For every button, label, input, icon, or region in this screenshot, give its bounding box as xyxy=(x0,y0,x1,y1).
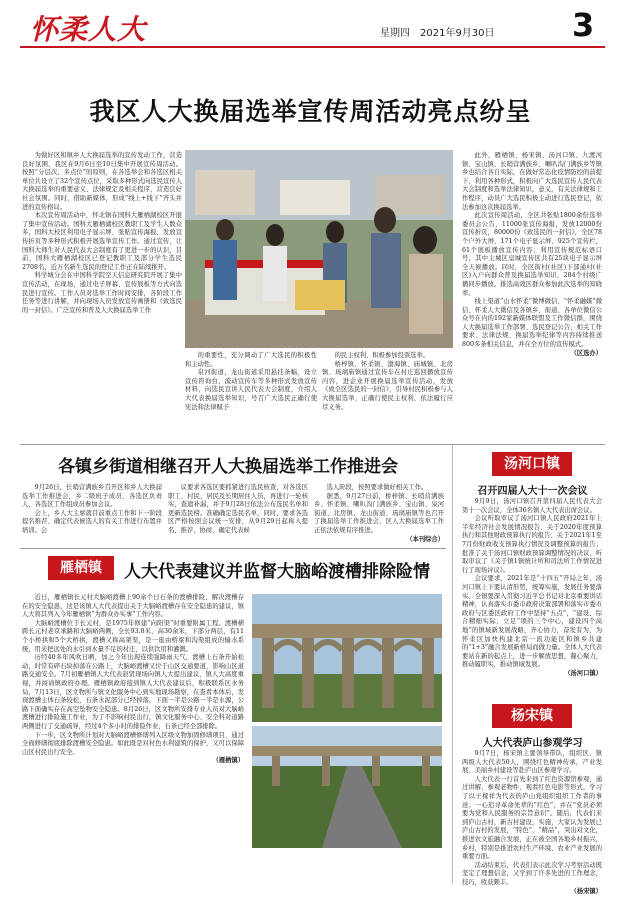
section-divider xyxy=(20,548,446,549)
section-divider xyxy=(20,444,605,445)
aqueduct-photo xyxy=(252,594,442,722)
paragraph: 历经40多年风吹日晒，加之今年出现连续强降雨天气，渡槽上石条开始松动，时常有碎石块掉落在公路上，大脑峪渡槽又位于山区交通要道，影响山区道路交通安全。7月初雁栖镇人大代表赵贤现场向镇人大提出建议，镇人大高度重视，并商请镇政府办理。雁栖镇政府接到镇人大代表建议后，积极联系区水务局，7月13日，区文物所与镇文化服务中心到实地现场勘察，在查看本体后，发现渡槽主体石条较松，石条水泥部分已经掉落，下面一半是公路一半是水源，公路下面确实存在高空坠物安全隐患。8月26日，区文物所安排专业人员对大脑峪渡槽进行排险施工作业，为了不影响村民出行，镇文化服务中心、安全科对道路两侧进行了交通疏导，经过4个多小时的排险作业，石条已经全部排除。 xyxy=(22,654,244,730)
paragraph: 选人阶段，按照要求做好相关工作。 xyxy=(326,484,428,491)
paragraph: 议要求各选区要抓紧进行选民核查，对各选区职工、村民、居民及长期居住人员，再进行一轮核实，查遗补漏，并于9月28日依法公布选民名单和更新选民榜。准确确定选民名单，同时，要求各选区严格按照会议统一安排，从9月29日起称入提名、推荐、协商、确定代表候 xyxy=(168,484,308,534)
paragraph: 的民主权利，积极参加投票选举。 xyxy=(334,352,430,359)
section2-col-1 xyxy=(22,484,162,544)
main-col-3 xyxy=(322,352,453,438)
masthead-title: 怀柔人大 xyxy=(30,13,147,46)
main-col-4 xyxy=(462,152,602,437)
paragraph: 下一步，区文物所计划对大脑峪渡槽修缮列入区级文物加固修缮项目，通过全面修缮彻底排除渡槽安全隐患。如此既是对村色水利建筑的保护，又可以保障山区村民出行安全。 xyxy=(22,731,244,756)
paragraph: 泉河街道，龙山街道采用悬挂条幅、设立宣传咨询台、流动宣传车等多种形式发放宣传材料，向选民宣讲人民代表大会制度，介绍人大代表换届选举知识，号召广大选民正确行使宪法和法律赋予 xyxy=(185,369,317,411)
paragraph: 此次宣传周活动，全区共张贴1800余份选举委员会公告，11000张宣传海报，发放12000份宣传折页，80000份《致选民的一封信》，全区78个户外大屏、171个电子显示屏、925个宣传栏，61个展板播放宣传内容；利用宣传规范标语口号，其中主城区皇城宣传区共有25块电子显示屏全天候播放。同时，全区街村(社区)下部通村(社区)入户向群众普及换届选举知识，284个村级广播同步播放。推选高效区群众参加此次选举的知晓率。 xyxy=(462,212,602,297)
paragraph: 此外，雁栖镇、杨宋镇、汤河口镇、九渡河镇、宝山镇、长哨营满族乡、喇叭沟门满族乡等镇乡也结合各自实际，在做好常态化疫情防控的前提下，利用各种形式，积极向广大选民宣传人民代表大会制度和选举法律知识，意义，有关法律规和工作程序，动员广大选民积极主动进行选民登记，依法参加这次换届选举。 xyxy=(462,152,602,211)
paragraph: 活动结束后，代表们表示此次学习考察活动既坚定了理想信念，又学到了许多先进的工作理念，技巧，收获颇丰。 xyxy=(462,861,602,886)
side2-tag: 杨宋镇 xyxy=(492,704,572,728)
paragraph: 大脑峪渡槽位于长元村，是1975年修建“向阳渠”时重要附属工程。渡槽横跨长元村老京承路和大脑峪两侧，全长93.8米，高30余米，下部分两层，有11个小桥拱和5个大桥拱，渡槽又称高架渠，是一座由桥梁和沟渠组成的输水系统，用来把远处的水引到水量不足的村庄，以供饮用和灌溉。 xyxy=(22,619,244,653)
section2-col-3 xyxy=(314,484,444,544)
paragraph: 会上，乡人大主席就目前重点工作和下一阶段提名推荐、确定代表候选人的有关工作进行布置并培训。会 xyxy=(22,509,162,534)
road-photo xyxy=(252,726,442,848)
paragraph: 近日，雁栖镇长元村大脑峪渡槽上90余个日石条的渡槽排险、解决渡槽存在的安全隐患，这是该镇人大代表提出关于大脑峪渡槽存在安全隐患的建议，镇人大将其列入今年雁栖镇“为群众办实事”工作内容。 xyxy=(22,594,244,619)
byline: （雁栖镇） xyxy=(212,757,244,765)
section2-headline: 各镇乡街道相继召开人大换届选举工作推进会 xyxy=(58,457,398,477)
side1-tag: 汤河口镇 xyxy=(492,452,572,476)
paragraph: 科学城分会在中国科学院空天信息研究院开展了集中宣传活动，在现场，通过电子屏幕、宣传展板等方式向选民进行宣传。工作人员对选举工作时间安排，各阶段工作任务等进行讲解，并向现场人员发放宣传画册和《致选民的一封信》。广泛宣传和普及人大换届选举工作 xyxy=(22,272,182,314)
paragraph: 的重要性，充分调动了广大选民的积极性和主动性。 xyxy=(185,352,317,368)
side2-title: 人大代表庐山参观学习 xyxy=(482,738,583,749)
main-headline: 我区人大换届选举宣传周活动亮点纷呈 xyxy=(89,97,532,126)
byline: （杨宋镇） xyxy=(570,887,602,895)
paragraph: 据悉，9月27日前，桥梓镇、长哨营满族乡、怀柔镇、喇叭沟门满族乡、宝山镇、泉河街道、北房镇、龙山街道、琉璃庙镇等也召开了换届选举工作推进会，区人大换届选举工作正依法依规有序推进。 xyxy=(314,492,444,534)
paragraph: 线上渠道“山水怀柔”微博微信、“怀柔融媒”微信、怀柔人大微信及各镇乡、街道、各单位微信公众号在内的192家新媒体联盟及工作微信群，围绕人大换届选举工作部署、选民登记公告、相关工作要求、法律法规、换届选举纪律等内容持续推送800多条相关信息，并在全方位的宣传模式。 xyxy=(462,298,602,349)
sidebar-divider xyxy=(452,444,453,884)
issue-date: 星期四 2021年9月30日 xyxy=(380,28,495,39)
paragraph: 9月9日，汤河口镇召开第四届人民代表大会第十一次会议，全体36名镇人大代表出席会议。 xyxy=(462,498,602,514)
paragraph: 会议要求，2021年是“十四五”开局之年，汤河口镇上下要认清形势，统筹实施，发展任务要落实。全镇要深入贯彻习近平总书记对北京重要讲话精神，认真落实市委市政府决策部署和落实市委市政府与区委区政府工作中坚持“五点”，“建设、综合精细实际，立足“项的三个中心，建设四个高地”的镇域新发展战略，齐心协力，奋发有为，为怀柔区加快构建北京一流功能区和镇乡共建的“1+3”融合发展新格局而做力量。全体人大代表要站在新的起点上，进一步解放思想，凝心聚力，推动履职实，推动镇域发展。 xyxy=(462,575,602,669)
main-col-1 xyxy=(22,152,182,437)
main-col-2 xyxy=(185,352,317,438)
byline: （汤河口镇） xyxy=(564,669,602,677)
main-photo xyxy=(185,150,453,348)
page-number: 3 xyxy=(572,6,595,44)
paragraph: 本次宣传周活动中，怀北镇在国科大雁栖湖校区开展了集中宣传活动。国科大雁栖湖校区教职工及学生人数众多，国科大校区利用电子显示屏、张贴宣传海报，发放宣传折页等多种形式积极开展选举宣传工作。通过宣传，让国科大师生对人民代表大会制度有了更进一步的认识，目前，国科大雁栖湖校区已登记教职工及部分学生选民2708名，近万名新生选民的登记工作正在陆续推开。 xyxy=(22,212,182,271)
byline: （区选办） xyxy=(570,349,602,357)
section2-col-2 xyxy=(168,484,308,544)
side1-title: 召开四届人大十一次会议 xyxy=(477,486,588,497)
side1-col xyxy=(462,498,602,698)
section3-headline: 人大代表建议并监督大脑峪渡槽排除险情 xyxy=(124,562,430,582)
paragraph: 为做好区和镇乡人大换届选举的宣传发动工作，营造良好氛围，我区在9月6日至10日集中开展宣传周活动。按照“分层次、多点位”的原则，在各选举会和各选区相关单位共设立了32个宣传点位，采取多种形式向选民宣传人大换届选举的重要意义、法律规定及相关程序，营造良好社会氛围。同时，借助新媒体，形成“线上+线下”齐头并进的宣传格局。 xyxy=(22,152,182,211)
paragraph: 会议听取审议了汤河口镇人民政府2021年上半年经济社会发展情况报告、关于2020年度预算执行和其他财政预算执行的报告、关于2021年1至7月份财政收支预算执行情况及调整预算的报告；批准了关于汤河口镇财政预算调整情况的决议，听取审议了《关于镇1镇统计所和司法所工作情况进行了现场评议》。 xyxy=(462,515,602,574)
byline: （本刊综合） xyxy=(406,535,444,543)
header-rule xyxy=(20,46,605,48)
section3-col xyxy=(22,594,244,874)
paragraph: 9月26日，长哨营满族乡召开区和乡人大换届选举工作推进会，乡二级班子成员、各选区负责人、各选区工作组成员参加会议。 xyxy=(22,484,162,509)
paragraph: 9月7日，杨宋镇主要领导带队，组织区、镇两级人大代表50人，围绕红色精神传承，产业发展，美丽乡村建设等赴庐山区参观学习。 xyxy=(462,750,602,775)
paragraph: 人大代表一行首先来到了红色资源馆参观，通过讲解、参观老物件、观看红色电影等形式，学习了以王稼祥为代表的庐山党组织组织工作者的事迹；一心追寻革命先辈的“红色”，并在“党员必须要为党和人民服务的宗旨意识”。随后，代表们来到庐山古村，新古村建设，实施，大家认为发展已庐山古村的发展，“特色”，“精品”，突出对文化，推进农文旅融合发展，正在被全国各地乡村振兴，乡村，特别是推进农村生产环境、农业产业发展的重要方面。 xyxy=(462,775,602,861)
paragraph: 桥梓镇、怀柔镇、渤海镇、庙城镇、北房镇、琉璃庙镇通过宣传车在村庄巡回播放宣传内容，进企业开展换届选举宣传活动，发放《致全区选民的一封信》，引导村民积极参与人大换届选举，正确行使民主权利，依法履行应尽义务。 xyxy=(322,360,453,411)
side2-col xyxy=(462,750,602,895)
section3-tag: 雁栖镇 xyxy=(48,556,114,580)
